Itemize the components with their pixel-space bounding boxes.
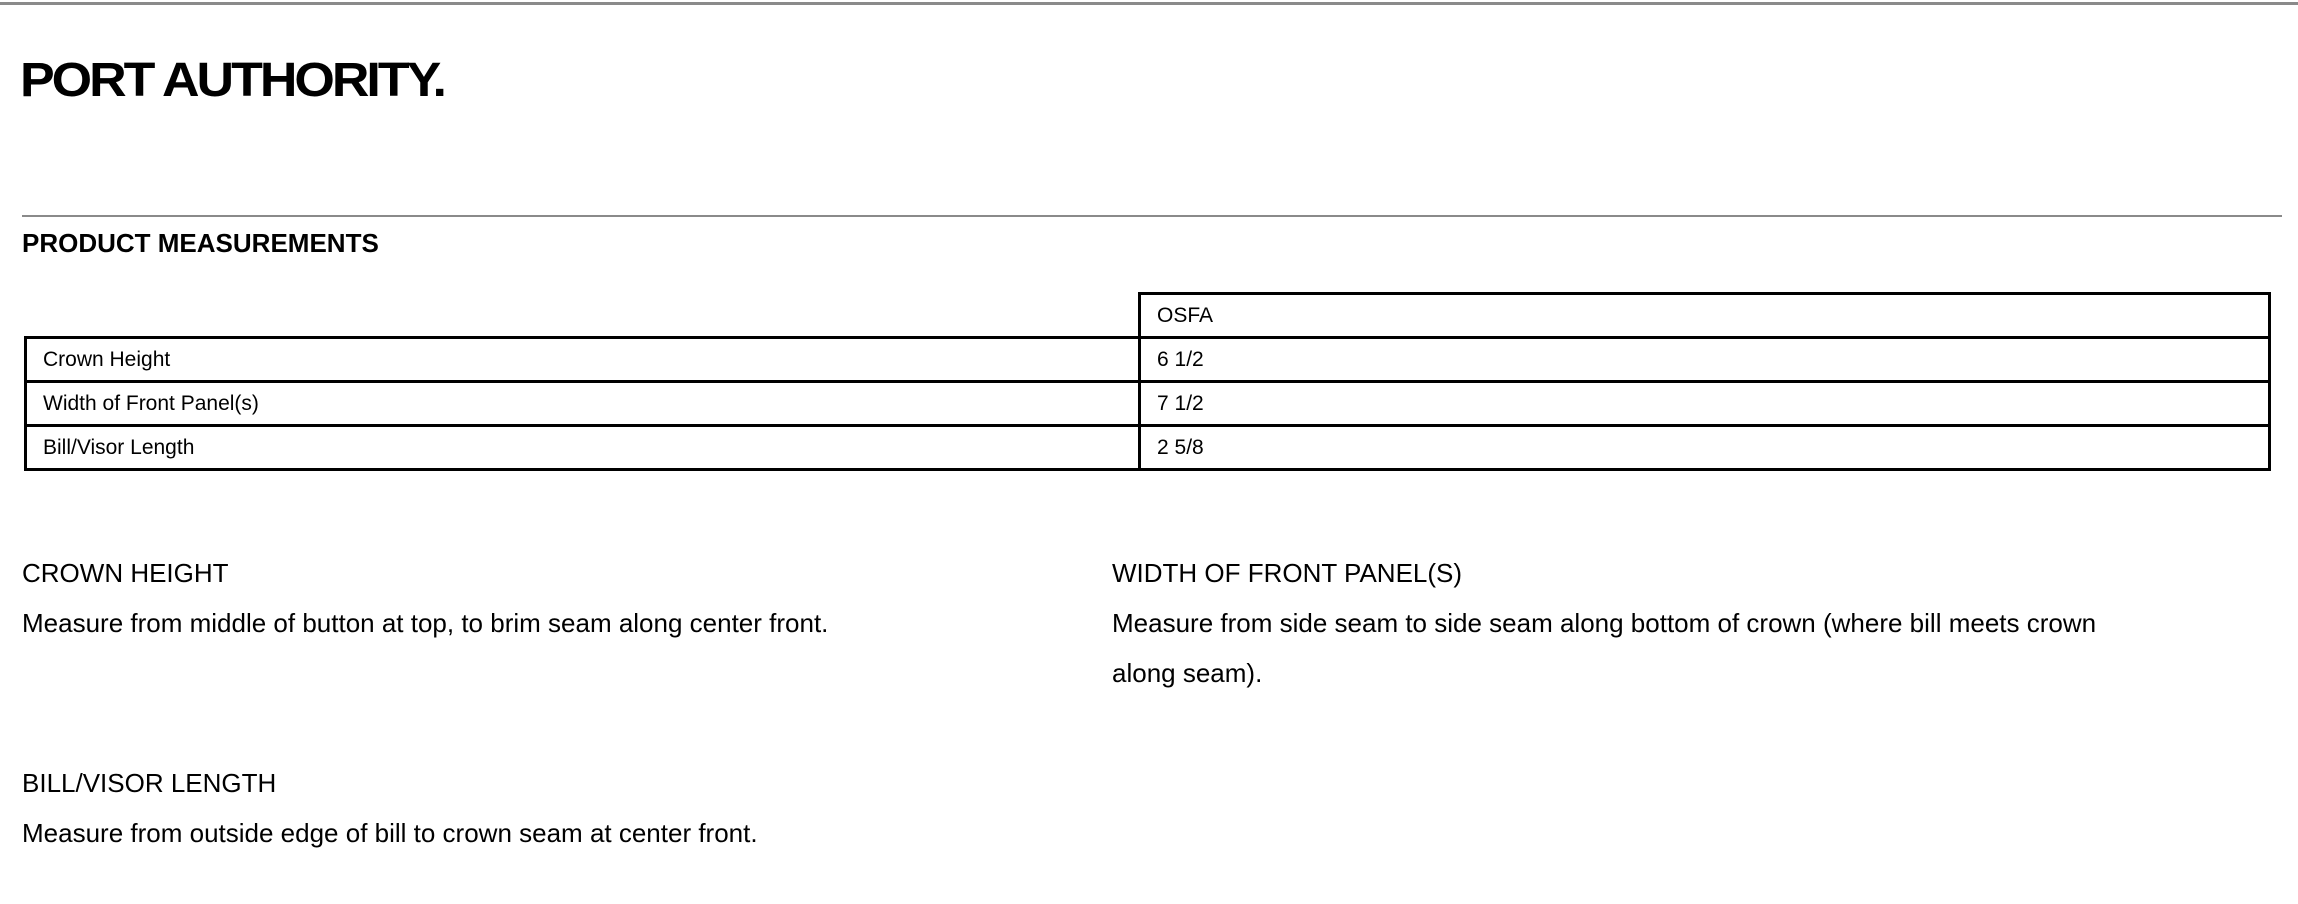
- bill-visor-length-description: [22, 758, 1072, 858]
- table-corner-cell: [26, 294, 1140, 338]
- top-divider: [0, 2, 2298, 5]
- row-label-cell: Crown Height: [26, 338, 1140, 382]
- size-header-cell: OSFA: [1140, 294, 2270, 338]
- row-value-cell: 6 1/2: [1140, 338, 2270, 382]
- measurements-table: [24, 292, 2271, 471]
- table-row: [26, 382, 2270, 426]
- description-text: Measure from side seam to side seam along bottom of crown (where bill meets crown along seam).: [1112, 608, 2097, 688]
- row-value-cell: 7 1/2: [1140, 382, 2270, 426]
- description-text: Measure from middle of button at top, to brim seam along center front.: [22, 608, 829, 638]
- crown-height-description: [22, 548, 1072, 648]
- brand-logo: PORT AUTHORITY.: [20, 53, 444, 108]
- description-text: Measure from outside edge of bill to crown seam at center front.: [22, 818, 758, 848]
- description-heading: WIDTH OF FRONT PANEL(S): [1112, 558, 1463, 588]
- table-row: [26, 338, 2270, 382]
- description-heading: BILL/VISOR LENGTH: [22, 768, 277, 798]
- table-header-row: [26, 294, 2270, 338]
- table-row: [26, 426, 2270, 470]
- row-label-cell: Bill/Visor Length: [26, 426, 1140, 470]
- section-divider: [22, 215, 2282, 217]
- front-panel-width-description: [1112, 548, 2122, 698]
- row-value-cell: 2 5/8: [1140, 426, 2270, 470]
- description-heading: CROWN HEIGHT: [22, 558, 229, 588]
- row-label-cell: Width of Front Panel(s): [26, 382, 1140, 426]
- section-title: PRODUCT MEASUREMENTS: [22, 228, 379, 258]
